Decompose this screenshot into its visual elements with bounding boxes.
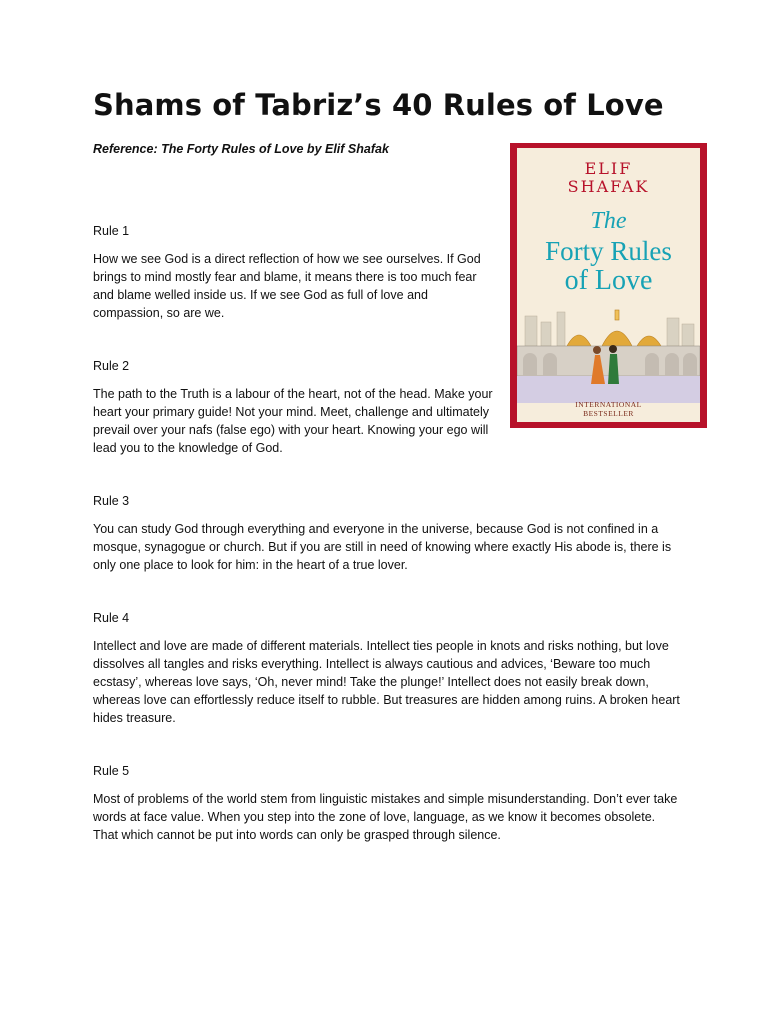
rule-2-text: The path to the Truth is a labour of the heart, not of the head. Make your heart your primary guide! Not your mind. Meet, challenge and ultimately prevail over your nafs (false ego) with your heart. Knowing your ego will lead you to the knowledge of God.	[93, 387, 493, 455]
rule-5-text: Most of problems of the world stem from linguistic mistakes and simple misunderstanding. Don’t ever take words at face value. When you step into the zone of love, language, as we know it becomes obsolete. That which cannot be put into words can only be grasped through silence.	[93, 792, 678, 842]
cover-badge	[517, 400, 700, 418]
rule-1-label: Rule 1	[93, 224, 130, 238]
rule-4-label: Rule 4	[93, 611, 130, 625]
page-title: Shams of Tabriz’s 40 Rules of Love	[93, 88, 664, 122]
cover-author-last: SHAFAK	[567, 177, 650, 196]
cover-illustration	[517, 298, 700, 403]
cover-title	[517, 206, 700, 296]
cover-title-line-1: The	[590, 208, 627, 234]
cover-author	[517, 160, 700, 196]
cover-title-line-2: Forty Rules	[545, 236, 672, 266]
rule-3-text: You can study God through everything and everyone in the universe, because God is not confined in a mosque, synagogue or church. But if you are still in need of knowing where exactly His abode is, there is only one place to look for him: in the heart of a true lover.	[93, 522, 672, 572]
rule-4-text: Intellect and love are made of different materials. Intellect ties people in knots and risks nothing, but love dissolves all tangles and risks everything. Intellect is always cautious and advices, ‘Beware too much ecstasy’, whereas love says, ‘Oh, never mind! Take the plunge!’ Intellect does not easily break down, whereas love can effortlessly reduce itself to rubble. But treasures are hidden among ruins. A broken heart hides treasure.	[93, 639, 680, 725]
rule-3-label: Rule 3	[93, 494, 130, 508]
cover-title-line-3: of Love	[564, 265, 653, 296]
cover-author-first: ELIF	[584, 159, 633, 178]
rule-2-label: Rule 2	[93, 359, 130, 373]
rule-5-label: Rule 5	[93, 764, 130, 778]
book-cover-image	[510, 143, 707, 428]
cover-badge-line-1: INTERNATIONAL	[575, 400, 642, 409]
book-cover-panel	[517, 148, 700, 422]
rule-1-text: How we see God is a direct reflection of how we see ourselves. If God brings to mind mostly fear and blame, it means there is too much fear and blame welled inside us. If we see God as full of love and compassion, so are we.	[93, 252, 481, 320]
reference-line: Reference: The Forty Rules of Love by Elif Shafak	[93, 142, 389, 156]
cover-badge-line-2: BESTSELLER	[583, 409, 634, 418]
